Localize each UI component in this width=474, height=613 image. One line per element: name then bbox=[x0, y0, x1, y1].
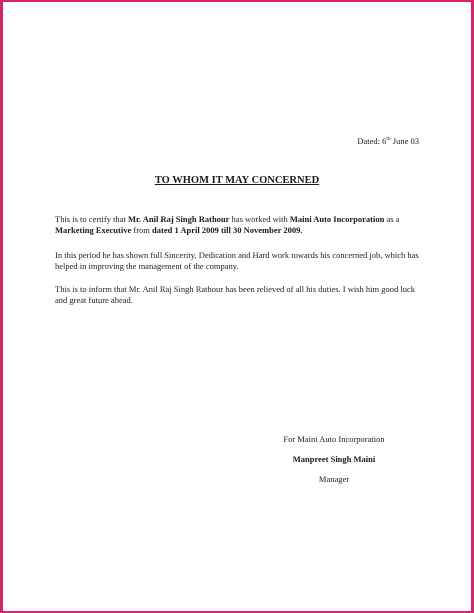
date-ordinal-suffix: th bbox=[386, 136, 391, 143]
paragraph-performance: In this period he has shown full Sincerity, Dedication and Hard work towards his concerned job, which has helped in improving the management of the company. bbox=[55, 250, 419, 272]
company-name: Maini Auto Incorporation bbox=[289, 214, 385, 224]
paragraph-relieving: This is to inform that Mr. Anil Raj Singh Rathour has been relieved of all his duties. I wish him good luck and great future ahead. bbox=[55, 284, 416, 306]
paragraph-certification bbox=[55, 214, 427, 236]
p1-text-2: has worked with bbox=[229, 214, 290, 224]
signature-title: Manager bbox=[318, 474, 350, 484]
employee-name: Mr. Anil Raj Singh Rathour bbox=[127, 214, 230, 224]
date-rest: June 03 bbox=[390, 136, 419, 146]
employment-dates: dated 1 April 2009 till 30 November 2009. bbox=[152, 225, 303, 236]
job-role: Marketing Executive bbox=[55, 225, 132, 236]
date-prefix: Dated: 6 bbox=[357, 136, 387, 146]
p1-text-4: from bbox=[131, 225, 153, 236]
p1-text-3: as a bbox=[384, 214, 400, 224]
signature-company: For Maini Auto Incorporation bbox=[283, 434, 385, 444]
signature-name: Manpreet Singh Maini bbox=[292, 454, 376, 464]
p1-text-1: This is to certify that bbox=[55, 214, 128, 224]
letter-date bbox=[357, 136, 419, 146]
letter-heading: TO WHOM IT MAY CONCERNED bbox=[154, 175, 320, 186]
